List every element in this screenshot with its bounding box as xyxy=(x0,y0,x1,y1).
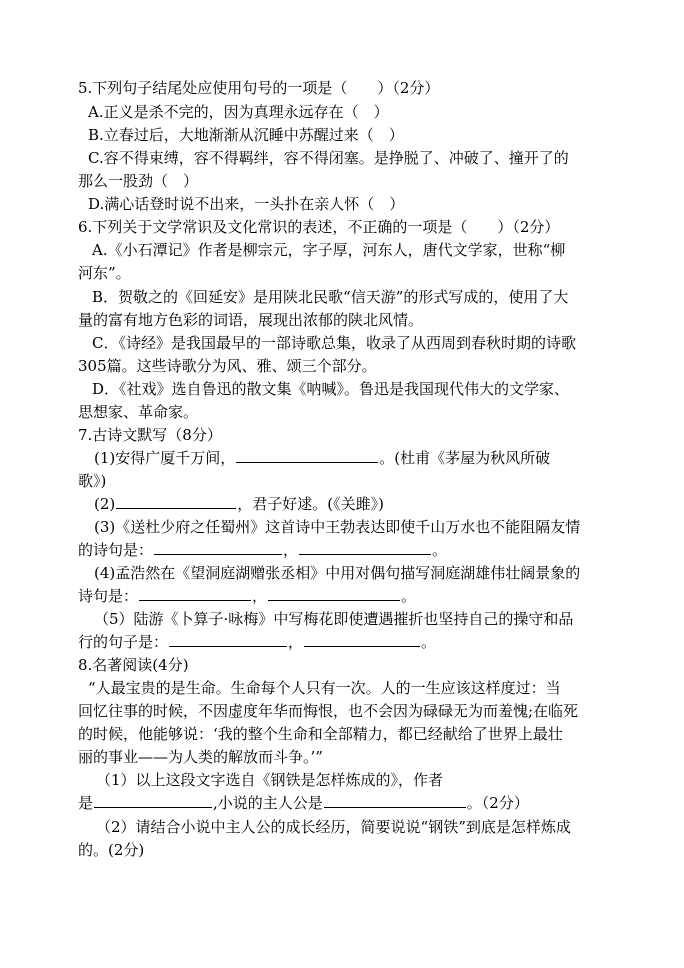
q7-item1-prefix: (1)安得广厦千万间， xyxy=(94,449,236,467)
q7-item4-line2 xyxy=(78,585,658,607)
q7-item5-line2 xyxy=(78,631,658,653)
q6-option-d-line2: 思想家、革命家。 xyxy=(78,403,199,421)
q7-item3-line2 xyxy=(78,539,658,561)
q5-option-a: A.正义是杀不完的，因为真理永远存在（ ） xyxy=(88,103,389,121)
answer-blank[interactable] xyxy=(154,539,282,555)
q5-option-b: B.立春过后，大地渐渐从沉睡中苏醒过来（ ） xyxy=(88,126,404,144)
q8-passage-line4: 丽的事业——为人类的解放而斗争。’” xyxy=(78,748,323,766)
q7-item3-prefix: 的诗句是： xyxy=(78,541,154,559)
q6-option-c-line1: C．《诗经》是我国最早的一部诗歌总集，收录了从西周到春秋时期的诗歌 xyxy=(92,334,576,352)
answer-blank[interactable] xyxy=(299,539,431,555)
q7-item5-middle: ， xyxy=(288,633,304,651)
q5-option-c-line1: C.容不得束缚，容不得羁绊，容不得闭塞。是挣脱了、冲破了、撞开了的 xyxy=(88,149,569,167)
q7-item4-prefix: 诗句是： xyxy=(78,587,139,605)
q7-stem: 7.古诗文默写（8分） xyxy=(78,426,222,444)
q7-item5-suffix: 。 xyxy=(421,633,437,651)
q8-passage-line3: 的时候，他能够说：‘我的整个生命和全部精力，都已经献给了世界上最壮 xyxy=(78,725,563,743)
q7-item4-suffix: 。 xyxy=(401,587,417,605)
q8-sub1-suffix: 。（2分） xyxy=(466,794,529,812)
q6-option-b-line2: 量的富有地方色彩的词语，展现出浓郁的陕北风情。 xyxy=(78,311,424,329)
q8-stem: 8.名著阅读(4分) xyxy=(78,656,189,674)
q8-sub1-line2 xyxy=(78,792,658,814)
answer-blank[interactable] xyxy=(116,493,236,509)
q6-option-b-line1: B．贺敬之的《回延安》是用陕北民歌“信天游”的形式写成的，使用了大 xyxy=(92,288,569,306)
q5-option-c-line2: 那么一股劲（ ） xyxy=(78,172,199,190)
q8-sub2-line1: （2）请结合小说中主人公的成长经历，简要说说“钢铁”到底是怎样炼成 xyxy=(96,818,571,836)
q7-item3-line1: (3)《送杜少府之任蜀州》这首诗中王勃表达即使千山万水也不能阻隔友情 xyxy=(94,518,581,536)
q6-option-c-line2: 305篇。这些诗歌分为风、雅、颂三个部分。 xyxy=(78,357,377,375)
q7-item5-prefix: 行的句子是： xyxy=(78,633,169,651)
q7-item2 xyxy=(94,493,674,515)
answer-blank[interactable] xyxy=(324,792,466,808)
answer-blank[interactable] xyxy=(139,585,251,601)
q6-stem: 6.下列关于文学常识及文化常识的表述，不正确的一项是（ ）（2分） xyxy=(78,218,560,236)
q7-item4-middle: ， xyxy=(252,587,268,605)
answer-blank[interactable] xyxy=(169,631,287,647)
answer-blank[interactable] xyxy=(94,792,212,808)
q5-stem: 5.下列句子结尾处应使用句号的一项是（ ）（2分） xyxy=(78,79,440,97)
q7-item3-middle: ， xyxy=(283,541,299,559)
q8-sub1-line1: （1）以上这段文字选自《钢铁是怎样炼成的》，作者 xyxy=(96,771,444,789)
q8-sub1-prefix: 是 xyxy=(78,794,94,812)
q6-option-a-line2: 河东”。 xyxy=(78,264,131,282)
q6-option-d-line1: D．《社戏》选自鲁迅的散文集《呐喊》。鲁迅是我国现代伟大的文学家、 xyxy=(92,380,570,398)
q7-item2-suffix: ，君子好逑。(《关雎》) xyxy=(237,495,384,513)
q7-item3-suffix: 。 xyxy=(432,541,448,559)
q7-item4-line1: (4)孟浩然在《望洞庭湖赠张丞相》中用对偶句描写洞庭湖雄伟壮阔景象的 xyxy=(94,564,581,582)
answer-blank[interactable] xyxy=(304,631,420,647)
q8-sub1-middle: ,小说的主人公是 xyxy=(213,794,323,812)
q7-item5-line1: （5）陆游《卜算子·咏梅》中写梅花即使遭遇摧折也坚持自己的操守和品 xyxy=(94,610,574,628)
q5-option-d: D.满心话登时说不出来，一头扑在亲人怀（ ） xyxy=(88,195,405,213)
q7-item1-continued: 歌》) xyxy=(78,472,107,490)
q7-item1-suffix: 。(杜甫《茅屋为秋风所破 xyxy=(379,449,551,467)
q7-item2-prefix: (2) xyxy=(94,495,116,513)
q7-item1 xyxy=(94,447,674,469)
answer-blank[interactable] xyxy=(268,585,400,601)
q8-passage-line1: “人最宝贵的是生命。生命每个人只有一次。人的一生应该这样度过：当 xyxy=(88,679,561,697)
q8-passage-line2: 回忆往事的时候，不因虚度年华而悔恨，也不会因为碌碌无为而羞愧;在临死 xyxy=(78,702,579,720)
answer-blank[interactable] xyxy=(236,447,378,463)
q6-option-a-line1: A.《小石潭记》作者是柳宗元，字子厚，河东人，唐代文学家，世称“柳 xyxy=(92,241,566,259)
q8-sub2-line2: 的。(2分) xyxy=(78,841,145,859)
